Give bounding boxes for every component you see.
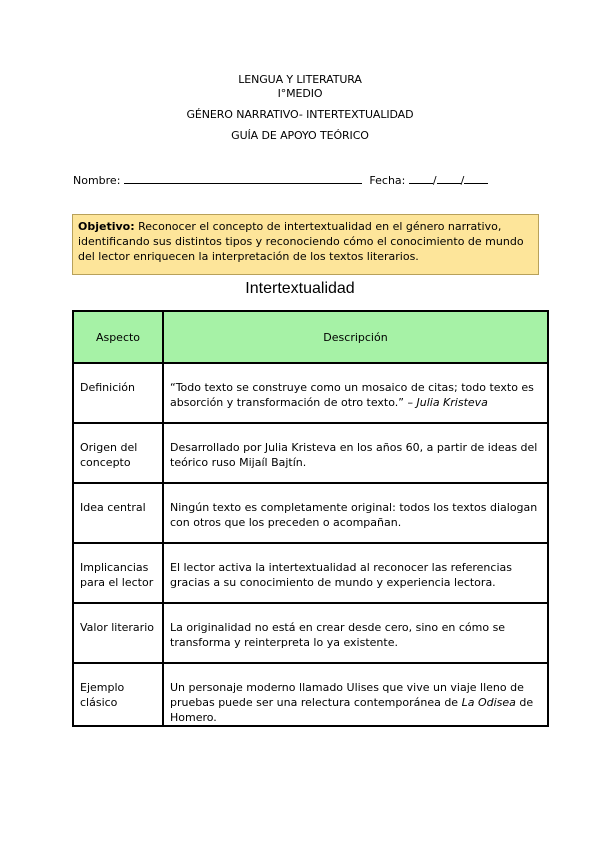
description-cell bbox=[163, 543, 548, 603]
fecha-day-blank bbox=[409, 172, 433, 184]
section-title: Intertextualidad bbox=[245, 280, 355, 297]
date-sep-2: / bbox=[460, 174, 465, 187]
table-row bbox=[73, 543, 548, 603]
aspect-cell: Ejemplo clásico bbox=[73, 663, 163, 726]
header-aspecto: Aspecto bbox=[73, 311, 163, 363]
nombre-label: Nombre: bbox=[73, 174, 121, 187]
objetivo-text: Reconocer el concepto de intertextualidad en el género narrativo, identificando sus distintos tipos y reconociendo cómo el conocimiento de mundo del lector enriquecen la interpretación de los textos literarios. bbox=[78, 220, 524, 263]
guide-title: GUÍA DE APOYO TEÓRICO bbox=[231, 129, 369, 142]
desc-text: El lector activa la intertextualidad al reconocer las referencias gracias a su conocimiento de mundo y experiencia lectora. bbox=[170, 561, 512, 589]
table-row bbox=[73, 423, 548, 483]
concept-table bbox=[72, 310, 549, 727]
aspect-cell: Definición bbox=[73, 363, 163, 423]
fecha-month-blank bbox=[437, 172, 461, 184]
table-row bbox=[73, 663, 548, 726]
grade-level: I°MEDIO bbox=[277, 87, 323, 100]
table-row bbox=[73, 483, 548, 543]
table-row bbox=[73, 363, 548, 423]
aspect-cell: Idea central bbox=[73, 483, 163, 543]
description-cell bbox=[163, 483, 548, 543]
table-header-row bbox=[73, 311, 548, 363]
description-cell bbox=[163, 423, 548, 483]
objetivo-box bbox=[72, 214, 539, 275]
name-date-row bbox=[73, 172, 553, 188]
desc-after: de Homero. bbox=[170, 696, 534, 724]
subject-title: LENGUA Y LITERATURA bbox=[238, 73, 362, 86]
desc-italic: La Odisea bbox=[461, 696, 516, 709]
description-cell bbox=[163, 363, 548, 423]
aspect-cell: Valor literario bbox=[73, 603, 163, 663]
unit-title: GÉNERO NARRATIVO- INTERTEXTUALIDAD bbox=[186, 108, 414, 121]
description-cell bbox=[163, 663, 548, 726]
desc-text: Un personaje moderno llamado Ulises que vive un viaje lleno de pruebas puede ser una relectura contemporánea de bbox=[170, 681, 524, 709]
aspect-cell: Implicancias para el lector bbox=[73, 543, 163, 603]
header-descripcion: Descripción bbox=[163, 311, 548, 363]
description-cell bbox=[163, 603, 548, 663]
nombre-blank bbox=[124, 172, 362, 184]
desc-italic: Julia Kristeva bbox=[416, 396, 488, 409]
objetivo-label: Objetivo: bbox=[78, 220, 135, 233]
fecha-year-blank bbox=[464, 172, 488, 184]
desc-text: La originalidad no está en crear desde cero, sino en cómo se transforma y reinterpreta lo ya existente. bbox=[170, 621, 506, 649]
desc-text: Ningún texto es completamente original: todos los textos dialogan con otros que los preceden o acompañan. bbox=[170, 501, 538, 529]
desc-text: Desarrollado por Julia Kristeva en los años 60, a partir de ideas del teórico ruso Mijaíl Bajtín. bbox=[170, 441, 538, 469]
aspect-cell: Origen del concepto bbox=[73, 423, 163, 483]
table-row bbox=[73, 603, 548, 663]
desc-text: “Todo texto se construye como un mosaico de citas; todo texto es absorción y transformación de otro texto.” – bbox=[170, 381, 534, 409]
date-sep-1: / bbox=[432, 174, 437, 187]
fecha-label: Fecha: bbox=[369, 174, 406, 187]
